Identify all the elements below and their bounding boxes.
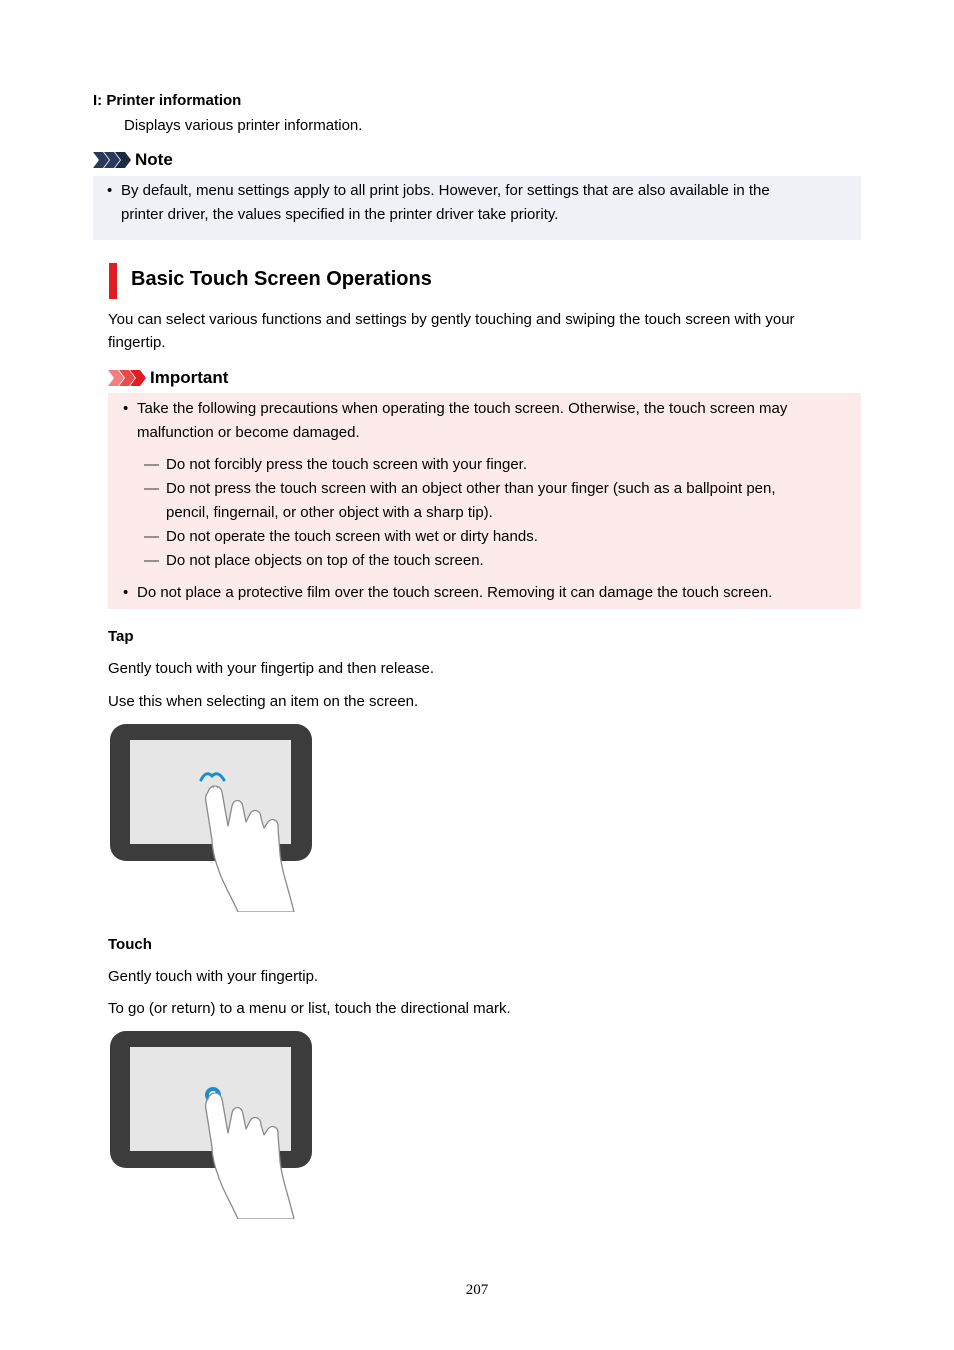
important-subitem-text: Do not operate the touch screen with wet or dirty hands. — [166, 528, 538, 545]
note-label: Note — [135, 150, 173, 169]
important-item-line2: malfunction or become damaged. — [137, 424, 360, 441]
tap-line2: Use this when selecting an item on the screen. — [108, 693, 419, 710]
important-subitem-text: Do not place objects on top of the touch screen. — [166, 552, 484, 569]
section-accent-bar — [109, 263, 117, 299]
important-subitem-text: Do not press the touch screen with an object other than your finger (such as a ballpoint pen, — [166, 480, 776, 497]
note-chevron-icon — [93, 152, 131, 168]
important-subitem-text-cont: pencil, fingernail, or other object with a sharp tip). — [166, 504, 493, 521]
touch-line1: Gently touch with your fingertip. — [108, 968, 319, 985]
note-header — [93, 150, 173, 170]
section-intro-line2: fingertip. — [108, 334, 166, 351]
touch-illustration — [108, 1029, 314, 1223]
dash-marker: — — [144, 552, 159, 569]
tap-heading: Tap — [108, 628, 134, 645]
section-intro-line1: You can select various functions and settings by gently touching and swiping the touch screen with your — [108, 311, 795, 328]
bullet-dot: • — [123, 400, 129, 417]
bullet-dot: • — [107, 182, 113, 199]
touch-heading: Touch — [108, 936, 152, 953]
printer-info-description: Displays various printer information. — [124, 117, 363, 134]
note-item-line1: By default, menu settings apply to all print jobs. However, for settings that are also available in the — [121, 182, 770, 199]
dash-marker: — — [144, 480, 159, 497]
important-item-line1: Take the following precautions when operating the touch screen. Otherwise, the touch screen may — [137, 400, 788, 417]
important-header — [108, 368, 228, 388]
page-number: 207 — [465, 1282, 489, 1298]
tap-line1: Gently touch with your fingertip and then release. — [108, 660, 435, 677]
tap-illustration — [108, 722, 314, 916]
important-label: Important — [150, 368, 229, 387]
section-title: Basic Touch Screen Operations — [131, 268, 432, 290]
printer-info-term: I: Printer information — [93, 92, 242, 109]
important-item-text: Do not place a protective film over the touch screen. Removing it can damage the touch screen. — [137, 584, 773, 601]
note-box — [93, 176, 861, 240]
important-chevron-icon — [108, 370, 146, 386]
dash-marker: — — [144, 456, 159, 473]
important-subitem-text: Do not forcibly press the touch screen with your finger. — [166, 456, 528, 473]
touch-line2: To go (or return) to a menu or list, touch the directional mark. — [108, 1000, 511, 1017]
bullet-dot: • — [123, 584, 129, 601]
dash-marker: — — [144, 528, 159, 545]
important-box — [108, 393, 861, 609]
note-item-line2: printer driver, the values specified in the printer driver take priority. — [121, 206, 559, 223]
